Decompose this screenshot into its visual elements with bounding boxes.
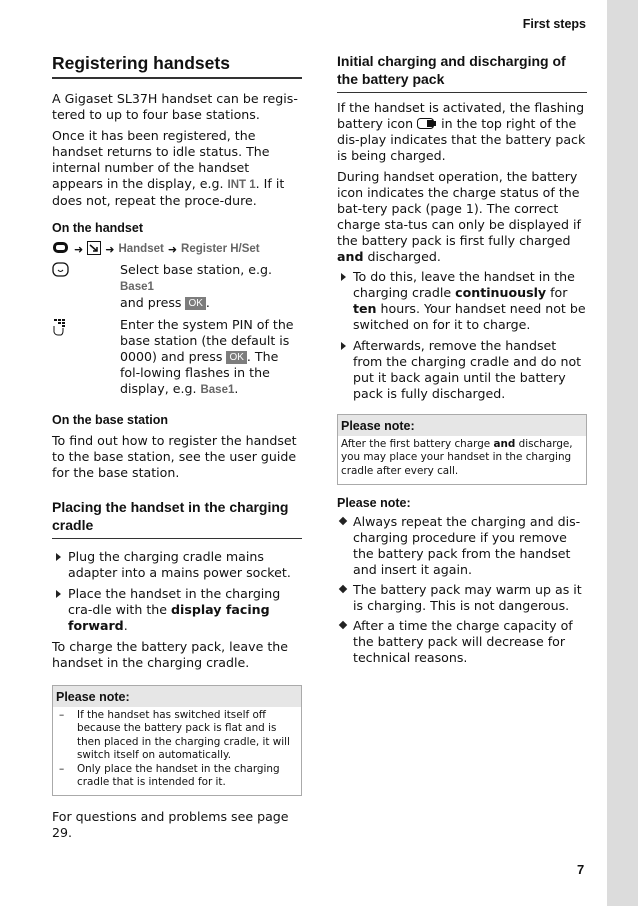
text: If the handset is activated, the flashing battery icon bbox=[337, 100, 585, 131]
step-text bbox=[120, 317, 302, 398]
note-title: Please note: bbox=[53, 686, 301, 707]
text: . bbox=[123, 618, 128, 633]
note-item: – Only place the handset in the charging cradle that is intended for it. bbox=[56, 763, 298, 790]
list-item: Plug the charging cradle mains adapter into a mains power socket. bbox=[52, 549, 302, 581]
text: To do this, leave the handset in the charging cradle bbox=[353, 269, 575, 300]
page-header: First steps bbox=[522, 17, 586, 31]
text: . If it does not, repeat the proce-dure. bbox=[52, 176, 285, 208]
text: . bbox=[234, 381, 239, 396]
intro-paragraph-1: A Gigaset SL37H handset can be regis-tered to up to four base stations. bbox=[52, 91, 298, 122]
text: After the first battery charge bbox=[341, 438, 494, 450]
text: hours. Your handset need not be switched on for it to charge. bbox=[353, 301, 586, 332]
menu-path bbox=[52, 241, 302, 257]
menu-icon bbox=[87, 241, 101, 258]
subheading-on-base: On the base station bbox=[52, 413, 168, 427]
text: and press bbox=[120, 295, 186, 310]
charging-paragraph-2 bbox=[337, 169, 587, 265]
subheading-please-note: Please note: bbox=[337, 496, 411, 511]
keypad-icon bbox=[52, 317, 120, 398]
list-item: After a time the charge capacity of the battery pack will decrease for technical reasons. bbox=[337, 618, 587, 666]
note-item: – If the handset has switched itself off because the battery pack is flat and is then placed in the charging cradle, it will switch itself on automatically. bbox=[56, 709, 298, 763]
arrow-icon: ➜ bbox=[74, 242, 84, 256]
arrow-icon: ➜ bbox=[167, 242, 178, 256]
step-text bbox=[120, 262, 302, 311]
charging-bullets bbox=[337, 269, 587, 402]
step-select-base bbox=[52, 262, 302, 311]
left-column bbox=[52, 52, 302, 841]
section-title-placing: Placing the handset in the charging cradle bbox=[52, 498, 302, 539]
note-box bbox=[52, 685, 302, 796]
text: discharged. bbox=[363, 249, 441, 264]
text: Select base station, e.g. bbox=[120, 262, 272, 277]
display-code-int1: INT 1 bbox=[227, 179, 256, 191]
menu-item-register: Register H/Set bbox=[181, 243, 260, 255]
control-key-icon bbox=[52, 241, 70, 257]
note-title: Please note: bbox=[338, 415, 586, 436]
text: for bbox=[546, 285, 568, 300]
page-number: 7 bbox=[577, 862, 585, 877]
subheading-on-handset: On the handset bbox=[52, 221, 143, 235]
arrow-icon: ➜ bbox=[105, 242, 115, 256]
note-bullets bbox=[337, 514, 587, 666]
text: . bbox=[205, 295, 210, 310]
battery-icon bbox=[417, 116, 437, 131]
bold-text: and bbox=[337, 249, 364, 264]
note-box bbox=[337, 414, 587, 485]
text: . The fol-lowing flashes in the display, e.g. bbox=[120, 349, 279, 396]
placing-bullets bbox=[52, 549, 302, 634]
text: discharge, you may place your handset in the charging cradle after every call. bbox=[341, 438, 573, 477]
ok-softkey: OK bbox=[185, 297, 205, 310]
bold-text: ten bbox=[353, 301, 377, 316]
base-station-paragraph: To find out how to register the handset to the base station, see the user guide for the base station. bbox=[52, 433, 297, 480]
display-code-base1: Base1 bbox=[200, 384, 235, 396]
text: Once it has been registered, the handset returns to idle status. The internal number of the handset appears in the display, e.g. bbox=[52, 128, 270, 191]
right-column bbox=[337, 52, 587, 666]
bold-text: continuously bbox=[455, 285, 547, 300]
display-code-base1: Base1 bbox=[120, 281, 154, 293]
side-strip bbox=[607, 0, 638, 906]
text: During handset operation, the battery icon indicates the charge status of the bat-tery pack (page 1). The correct charge sta-tus can only be displayed if the battery pack is first fully charged bbox=[337, 169, 581, 248]
intro-paragraph-2 bbox=[52, 128, 302, 209]
ok-softkey: OK bbox=[226, 351, 246, 364]
bold-text: and bbox=[493, 438, 516, 450]
bold-text: display facing forward bbox=[68, 602, 270, 633]
list-item: Always repeat the charging and dis-charging procedure if you remove the battery pack from the handset and insert it again. bbox=[337, 514, 587, 578]
text: Enter the system PIN of the base station (the default is 0000) and press bbox=[120, 317, 294, 364]
menu-item-handset: Handset bbox=[118, 243, 164, 255]
list-item: The battery pack may warm up as it is charging. This is not dangerous. bbox=[337, 582, 587, 614]
text: Place the handset in the charging cra-dle with the bbox=[68, 586, 281, 617]
footer-paragraph: For questions and problems see page 29. bbox=[52, 809, 289, 841]
nav-key-icon bbox=[52, 262, 120, 311]
charge-paragraph: To charge the battery pack, leave the handset in the charging cradle. bbox=[52, 639, 288, 670]
step-enter-pin bbox=[52, 317, 302, 398]
list-item bbox=[337, 269, 587, 333]
section-title-charging: Initial charging and discharging of the battery pack bbox=[337, 52, 587, 93]
charging-paragraph-1 bbox=[337, 100, 587, 164]
section-title-registering: Registering handsets bbox=[52, 52, 302, 79]
list-item: Afterwards, remove the handset from the charging cradle and do not put it back again until the battery pack is fully discharged. bbox=[337, 338, 587, 402]
text: in the top right of the dis-play indicates that the battery pack is being charged. bbox=[337, 116, 586, 163]
list-item bbox=[52, 586, 302, 634]
